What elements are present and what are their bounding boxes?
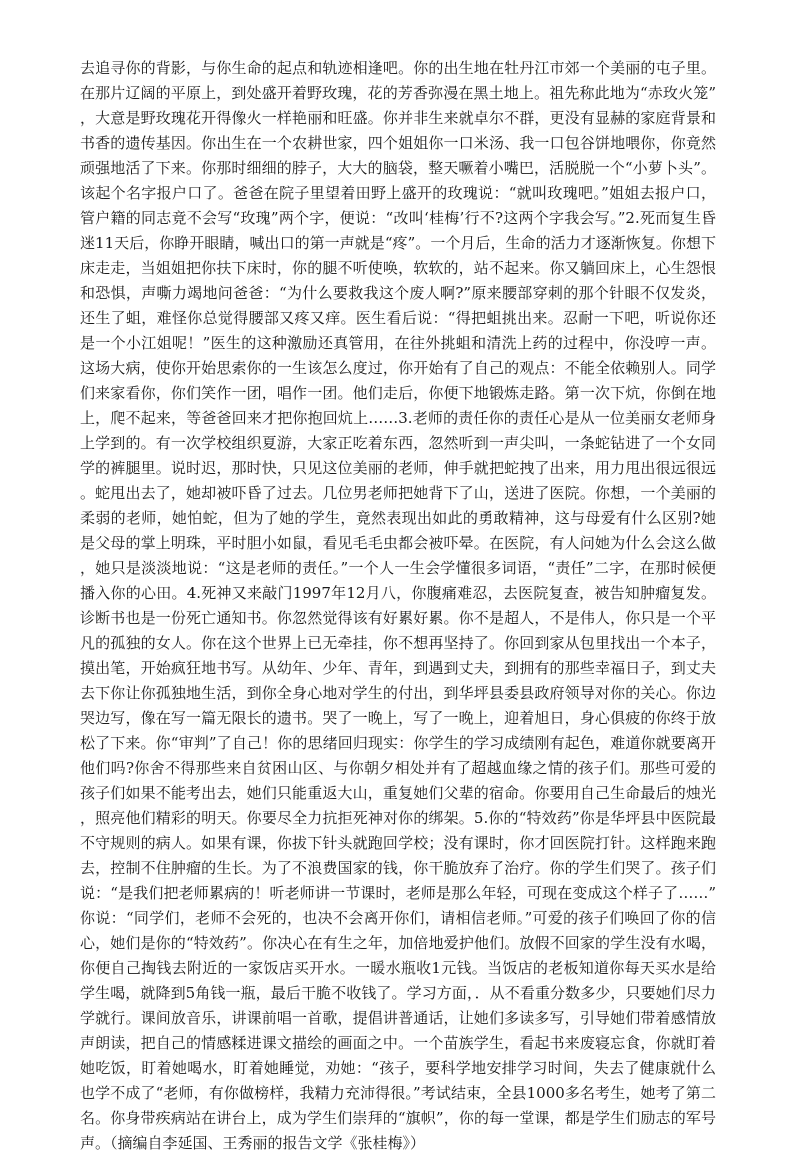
body-text: 去追寻你的背影，与你生命的起点和轨迹相逢吧。你的出生地在牡丹江市郊一个美丽的屯子里。在那片辽阔的平原上，到处盛开着野玫瑰，花的芳香弥漫在黑土地上。祖先称此地为“赤玫火笼”，大意是野玫瑰花开得像火一样艳丽和旺盛。你并非生来就卓尔不群，更没有显赫的家庭背景和书香的遗传基因。你出生在一个农耕世家，四个姐姐你一口米汤、我一口包谷饼地喂你，你竟然顽强地活了下来。你那时细细的脖子，大大的脑袋，整天噘着小嘴巴，活脱脱一个“小萝卜头”。该起个名字报户口了。爸爸在院子里望着田野上盛开的玫瑰说：“就叫玫瑰吧。”姐姐去报户口，管户籍的同志竟不会写“玫瑰”两个字，便说：“改叫‘桂梅’行不?这两个字我会写。”2.死而复生昏迷11天后，你睁开眼睛，喊出口的第一声就是“疼”。一个月后，生命的活力才逐渐恢复。你想下床走走，当姐姐把你扶下床时，你的腿不听使唤，软软的，站不起来。你又躺回床上，心生怨恨和恐惧，声嘶力竭地问爸爸：“为什么要救我这个废人啊?”原来腰部穿刺的那个针眼不仅发炎，还生了蛆，难怪你总觉得腰部又疼又痒。医生看后说：“得把蛆挑出来。忍耐一下吧，听说你还是一个小江姐呢！”医生的这种激励还真管用，在往外挑蛆和清洗上药的过程中，你没哼一声。这场大病，使你开始思索你的一生该怎么度过，你开始有了自己的观点：不能全依赖别人。同学们来家看你，你们笑作一团，唱作一团。他们走后，你便下地锻炼走路。第一次下炕，你倒在地上，爬不起来，等爸爸回来才把你抱回炕上……3.老师的责任你的责任心是从一位美丽女老师身上学到的。有一次学校组织夏游，大家正吃着东西，忽然听到一声尖叫，一条蛇钻进了一个女同学的裤腿里。说时迟，那时快，只见这位美丽的老师，伸手就把蛇拽了出来，用力甩出很远很远。蛇甩出去了，她却被吓昏了过去。几位男老师把她背下了山，送进了医院。你想，一个美丽的柔弱的老师，她怕蛇，但为了她的学生，竟然表现出如此的勇敢精神，这与母爱有什么区别?她是父母的掌上明珠，平时胆小如鼠，看见毛毛虫都会被吓晕。在医院，有人问她为什么会这么做，她只是淡淡地说：“这是老师的责任。”一个人一生会学懂很多词语，“责任”二字，在那时候便播入你的心田。4.死神又来敲门1997年12月八，你腹痛难忍，去医院复查，被告知肿瘤复发。诊断书也是一份死亡通知书。你忽然觉得该有好累好累。你不是超人，不是伟人，你只是一个平凡的孤独的女人。你在这个世界上已无牵挂，你不想再坚持了。你回到家从包里找出一个本子，摸出笔，开始疯狂地书写。从幼年、少年、青年，到遇到丈夫，到拥有的那些幸福日子，到丈夫去下你让你孤独地生活，到你全身心地对学生的付出，到华坪县委县政府领导对你的关心。你边哭边写，像在写一篇无限长的遗书。哭了一晚上，写了一晚上，迎着旭日，身心俱疲的你终于放松了下来。你“审判”了自己！你的思绪回归现实：你学生的学习成绩刚有起色，难道你就要离开他们吗?你舍不得那些来自贫困山区、与你朝夕相处并有了超越血缘之情的孩子们。那些可爱的孩子们如果不能考出去，她们只能重返大山，重复她们父辈的宿命。你要用自己生命最后的烛光，照亮他们精彩的明天。你要尽全力抗拒死神对你的绑架。5.你的“特效药”你是华坪县中医院最不守规则的病人。如果有课，你拔下针头就跑回学校；没有课时，你才回医院打针。这样跑来跑去，控制不住肿瘤的生长。为了不浪费国家的钱，你干脆放弃了治疗。你的学生们哭了。孩子们说：“是我们把老师累病的！听老师讲一节课时，老师是那么年轻，可现在变成这个样子了……”你说：“同学们，老师不会死的，也决不会离开你们，请相信老师。”可爱的孩子们唤回了你的信心，她们是你的“特效药”。你决心在有生之年，加倍地爱护他们。放假不回家的学生没有水喝，你便自己掏钱去附近的一家饭店买开水。一暖水瓶收1元钱。当饭店的老板知道你每天买水是给学生喝，就降到5角钱一瓶，最后干脆不收钱了。学习方面，．从不看重分数多少，只要她们尽力学就行。课间放音乐，讲课前唱一首歌，提倡讲普通话，让她们多读多写，引导她们带着感情放声朗读，把自己的情感糅进课文描绘的画面之中。一个苗族学生，看起书来废寝忘食，你就盯着她吃饭，盯着她喝水，盯着她睡觉，劝她：“孩子，要科学地安排学习时间，失去了健康就什么也学不成了“老师，有你做榜样，我精力充沛得很。”考试结束，全县1000多名考生，她考了第二名。你身带疾病站在讲台上，成为学生们崇拜的“旗帜”，你的每一堂课，都是学生们励志的军号声。（摘编自李延国、王秀丽的报告文学《张桂梅》） (80, 59, 716, 1152)
document-page (80, 56, 716, 1152)
